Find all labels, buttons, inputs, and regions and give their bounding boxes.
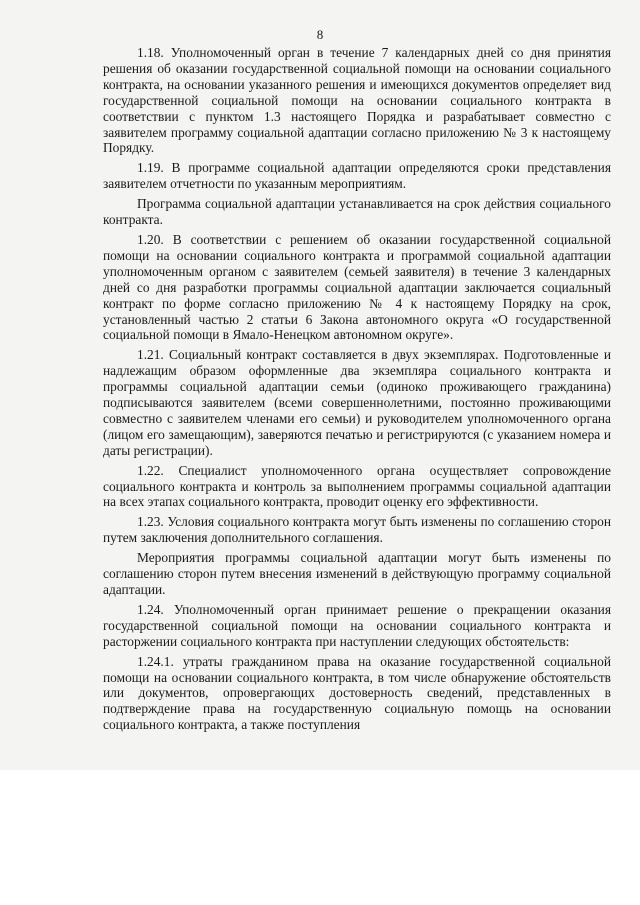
paragraph-1-19: 1.19. В программе социальной адаптации определяются сроки представления заявителем отчетности по указанным мероприятиям. bbox=[103, 160, 611, 192]
paragraph-1-24-1: 1.24.1. утраты гражданином права на оказание государственной социальной помощи на основании социального контракта, в том числе обнаружение обстоятельств или документов, опровергающих достоверность сведений, представленных в подтверждение права на государственную социальную помощь на основании социального контракта, а также поступления bbox=[103, 653, 611, 733]
paragraph-1-18: 1.18. Уполномоченный орган в течение 7 календарных дней со дня принятия решения об оказании государственной социальной помощи на основании социального контракта, на основании указанного решения и имеющихся документов определяет вид государственной социальной помощи на основании социального контракта в соответствии с пунктом 1.3 настоящего Порядка и разрабатывает совместно с заявителем программу социальной адаптации согласно приложению № 3 к настоящему Порядку. bbox=[103, 45, 611, 156]
paragraph-1-23: 1.23. Условия социального контракта могут быть изменены по соглашению сторон путем заключения дополнительного соглашения. bbox=[103, 514, 611, 546]
paragraph-1-22: 1.22. Специалист уполномоченного органа осуществляет сопровождение социального контракта и контроль за выполнением программы социальной адаптации на всех этапах социального контракта, проводит оценку его эффективности. bbox=[103, 462, 611, 510]
paragraph-1-24: 1.24. Уполномоченный орган принимает решение о прекращении оказания государственной социальной помощи на основании социального контракта и расторжении социального контракта при наступлении следующих обстоятельств: bbox=[103, 601, 611, 649]
paragraph-1-20: 1.20. В соответствии с решением об оказании государственной социальной помощи на основании социального контракта и программой социальной адаптации уполномоченным органом с заявителем (семьей заявителя) в течение 3 календарных дней со дня разработки программы социальной адаптации заключается социальный контракт по форме согласно приложению № 4 к настоящему Порядку на срок, установленный частью 2 статьи 6 Закона автономного округа «О государственной социальной помощи в Ямало-Ненецком автономном округе». bbox=[103, 231, 611, 343]
paragraph-1-19-program-term: Программа социальной адаптации устанавливается на срок действия социального контракта. bbox=[103, 196, 611, 228]
paragraph-1-23-program-changes: Мероприятия программы социальной адаптации могут быть изменены по соглашению сторон путем внесения изменений в действующую программу социальной адаптации. bbox=[103, 550, 611, 597]
paragraph-1-21: 1.21. Социальный контракт составляется в двух экземплярах. Подготовленные и надлежащим образом оформленные два экземпляра социального контракта и программы социальной адаптации семьи (одиноко проживающего гражданина) подписываются заявителем (всеми совершеннолетними, постоянно проживающими совместно с заявителем членами его семьи) и руководителем уполномоченного органа (лицом его замещающим), заверяются печатью и регистрируются (с указанием номера и даты регистрации). bbox=[103, 347, 611, 458]
document-body bbox=[103, 45, 611, 733]
page-number: 8 bbox=[316, 27, 324, 42]
